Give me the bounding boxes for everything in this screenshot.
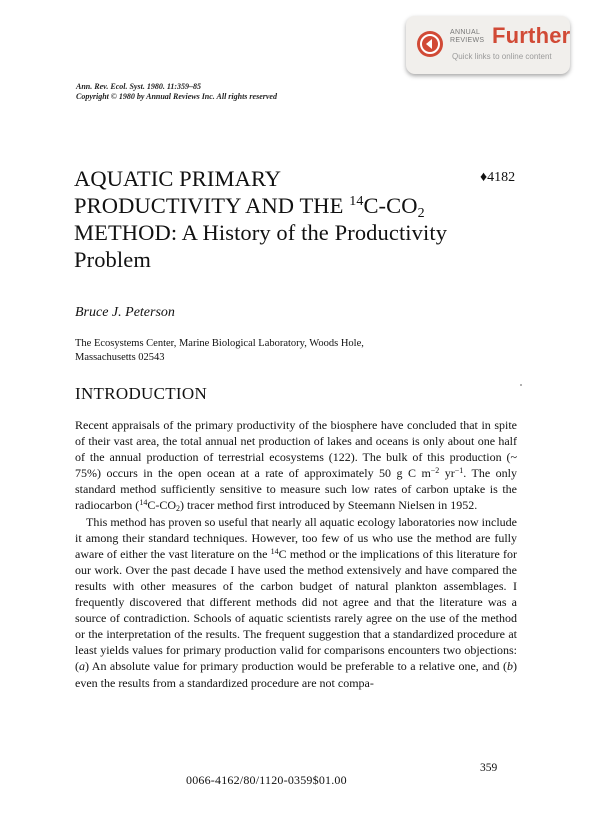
affiliation-line-1: The Ecosystems Center, Marine Biological Laboratory, Woods Hole, [75,338,364,349]
annual-reviews-further-link[interactable] [406,16,570,74]
body-text [75,417,517,691]
badge-subtitle: Quick links to online content [452,52,552,61]
title-line-1: AQUATIC PRIMARY [74,166,282,191]
paragraph-2: This method has proven so useful that nearly all aquatic ecology laboratories now include it among their standard techniques. However, too few of us who use the method are fully aware of either the vast literature on the $^{14}$C method or the implications of this literature for our work. Over the past decade I have used the method extensively and have compared the results with other measures of the carbon budget of natural plankton assemblages. I frequently discovered that different methods did not agree and that the literature was a source of contradiction. Schools of aquatic scientists rarely agree on the use of the method or the interpretation of the results. The frequent suggestion that a standardized procedure at least yields values for primary production valid for comparisons encounters two objections: (a) An absolute value for primary production would be preferable to a relative one, and (b) even the results from a standardized procedure are not compa- [75,514,517,690]
journal-citation [76,82,277,102]
footer-code: 0066-4162/80/1120-0359$01.00 [186,773,347,787]
scan-speck [520,384,522,386]
article-title [74,165,494,273]
affiliation-line-2: Massachusetts 02543 [75,352,165,363]
title-line-3: METHOD: A History of the Productivity [74,220,448,245]
badge-annual-reviews-label: ANNUAL REVIEWS [450,29,485,44]
citation-line-1: Ann. Rev. Ecol. Syst. 1980. 11:359–85 [76,82,202,91]
document-number: ♦4182 [480,170,516,185]
page-number: 359 [480,762,498,774]
author-name: Bruce J. Peterson [75,305,175,320]
title-line-2: PRODUCTIVITY AND THE $^{14}C-CO_2$ [74,193,425,221]
title-line-4: Problem [74,247,151,272]
author-affiliation [75,337,495,365]
copyright-line: Copyright © 1980 by Annual Reviews Inc. All rights reserved [76,92,277,101]
section-heading: INTRODUCTION [75,384,208,403]
play-arrow-icon [417,31,443,57]
paragraph-1: Recent appraisals of the primary productivity of the biosphere have concluded that in spite of their vast area, the total annual net production of lakes and oceans is only about one half of the annual production of terrestrial ecosystems (122). The bulk of this production (~ 75%) occurs in the open ocean at a rate of approximately 50 g C $m^{-2}$ $yr^{-1}$. The only standard method sufficiently sensitive to measure such low rates of carbon uptake is the radiocarbon $(^{14}C-CO_2)$ tracer method first introduced by Steemann Nielsen in 1952. [75,418,517,514]
badge-further-label: Further [492,23,571,48]
